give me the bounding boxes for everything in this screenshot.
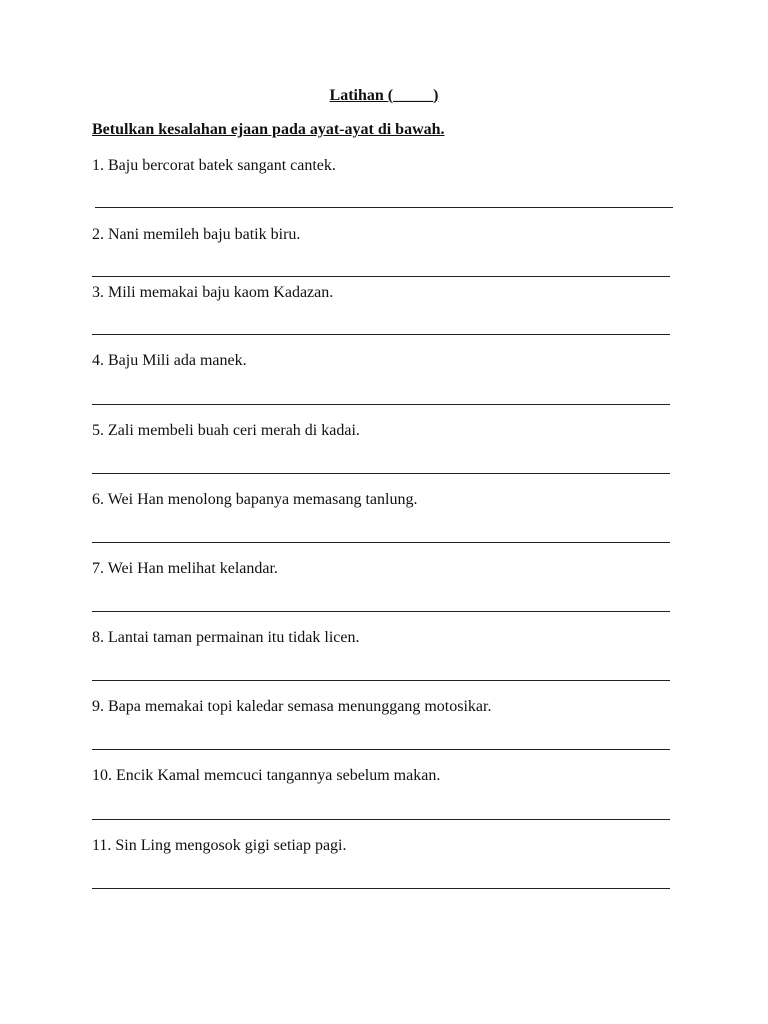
question-10 [92,767,440,785]
question-text: Nani memileh baju batik biru. [108,226,301,243]
answer-line-10[interactable] [92,819,670,820]
title-close: ) [433,87,439,104]
question-text: Sin Ling mengosok gigi setiap pagi. [115,837,347,854]
question-text: Lantai taman permainan itu tidak licen. [108,629,360,646]
question-6 [92,491,417,509]
worksheet-instruction: Betulkan kesalahan ejaan pada ayat-ayat di bawah. [92,121,445,138]
question-number: 2. [92,226,104,243]
question-number: 4. [92,352,104,369]
question-2 [92,226,300,244]
title-label: Latihan ( [329,87,394,104]
answer-line-2[interactable] [92,276,670,277]
answer-line-8[interactable] [92,680,670,681]
question-1 [92,157,336,175]
question-text: Wei Han melihat kelandar. [107,560,278,577]
answer-line-11[interactable] [92,888,670,889]
question-number: 5. [92,422,104,439]
question-text: Baju bercorat batek sangant cantek. [108,157,336,174]
question-3 [92,284,333,302]
answer-line-1[interactable] [95,207,673,208]
question-4 [92,352,247,370]
question-text: Encik Kamal memcuci tangannya sebelum makan. [116,767,441,784]
question-5 [92,422,360,440]
question-8 [92,629,359,647]
title-blank: _____ [393,87,434,104]
answer-line-7[interactable] [92,611,670,612]
answer-line-3[interactable] [92,334,670,335]
worksheet-title [0,87,768,105]
question-text: Baju Mili ada manek. [108,352,247,369]
question-number: 9. [92,698,104,715]
question-number: 1. [92,157,104,174]
answer-line-6[interactable] [92,542,670,543]
answer-line-9[interactable] [92,749,670,750]
question-text: Bapa memakai topi kaledar semasa menunggang motosikar. [108,698,492,715]
question-text: Wei Han menolong bapanya memasang tanlung. [107,491,418,508]
answer-line-5[interactable] [92,473,670,474]
question-number: 6. [92,491,104,508]
question-7 [92,560,278,578]
question-9 [92,698,491,716]
question-number: 10. [92,767,112,784]
question-number: 8. [92,629,104,646]
question-text: Mili memakai baju kaom Kadazan. [108,284,334,301]
answer-line-4[interactable] [92,404,670,405]
question-number: 7. [92,560,104,577]
question-11 [92,837,347,855]
question-text: Zali membeli buah ceri merah di kadai. [108,422,360,439]
question-number: 3. [92,284,104,301]
question-number: 11. [92,837,112,854]
